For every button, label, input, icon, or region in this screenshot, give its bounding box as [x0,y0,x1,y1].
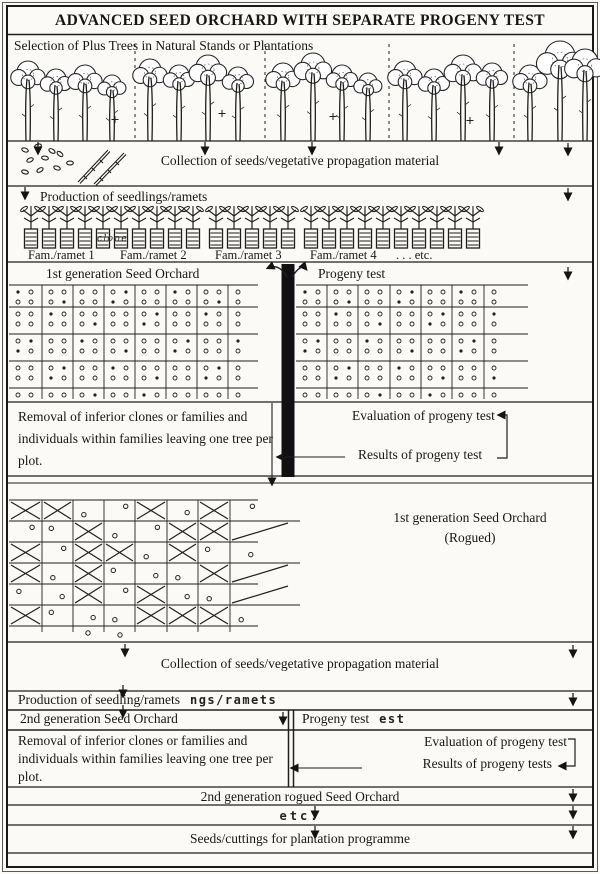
rogued-orchard-grid [9,500,300,637]
removal-1-text: Removal of inferior clones or families and individuals within families leaving one tree per plot. [18,409,273,468]
collection-label-2: Collection of seeds/vegetative propagation material [160,656,440,671]
results-1-label: Results of progeny test [358,447,483,462]
seed-orchard-1-grid [9,285,258,399]
removal-2-text: Removal of inferior clones or families and individuals within families leaving one tree per plot. [18,733,273,784]
evaluation-1-label: Evaluation of progeny test [352,408,495,423]
selection-label: Selection of Plus Trees in Natural Stands or Plantations [14,38,314,53]
production-2-artifact: ngs/ramets [189,693,278,707]
family-label: Fam./ramet 1 [28,248,95,262]
progeny-test-1-grid [296,285,528,399]
progeny-2-artifact: est [379,712,406,726]
evaluation-2-label: Evaluation of progeny test [424,734,567,749]
progeny-1-label: Progeny test [318,266,386,281]
orchard-2-label: 2nd generation Seed Orchard [20,711,178,726]
progeny-2-label [302,711,405,727]
progeny-2-label-text: Progeny test [302,711,370,726]
results-2-label: Results of progeny tests [422,756,552,771]
orchard-1-label: 1st generation Seed Orchard [46,266,200,281]
page-title: ADVANCED SEED ORCHARD WITH SEPARATE PROGENY TEST [54,12,546,29]
family-label: Fam./ramet 2 [120,248,187,262]
family-label: . . . etc. [396,248,433,262]
production-label-2-text: Production of seedling/ramets [18,692,180,707]
clone-note: clone [97,233,128,244]
plus-trees-drawing [11,41,600,141]
seedling-groups [20,205,484,248]
rogued-1-sublabel: (Rogued) [444,530,496,545]
production-label-1: Production of seedlings/ramets [40,189,208,204]
production-label-2 [18,692,277,708]
rogued-2-label: 2nd generation rogued Seed Orchard [200,789,400,804]
etc-label: etc. [279,809,321,823]
final-label: Seeds/cuttings for plantation programme [189,831,411,846]
family-label: Fam./ramet 4 [310,248,377,262]
collection-label-1: Collection of seeds/vegetative propagation material [160,153,440,168]
family-label: Fam./ramet 3 [215,248,282,262]
rogued-1-label: 1st generation Seed Orchard [393,510,547,525]
